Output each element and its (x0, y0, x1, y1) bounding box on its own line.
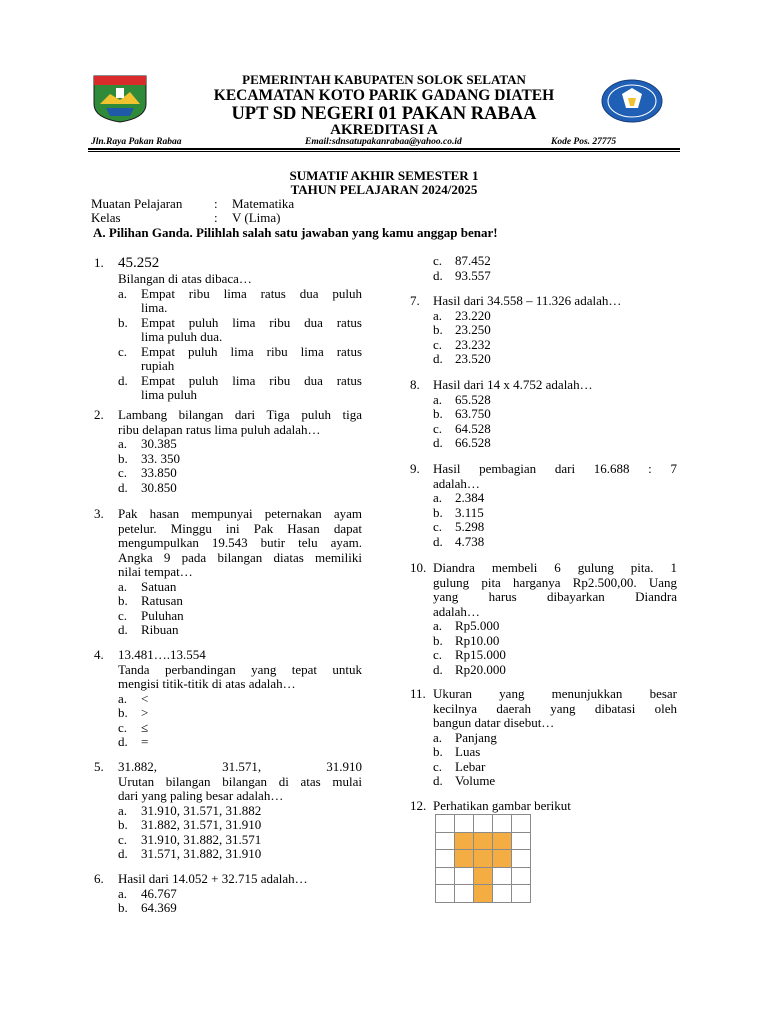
option-text: 66.528 (455, 435, 491, 450)
option-text: < (141, 690, 149, 706)
option-text: 30.850 (141, 479, 177, 495)
option-letter: b. (118, 593, 128, 608)
question-number: 4. (94, 647, 104, 662)
option-letter: c. (118, 719, 128, 735)
grid-cell (512, 867, 531, 885)
option-letter: a. (118, 802, 128, 818)
grid-cell (436, 815, 455, 833)
grid-cell-filled (455, 832, 474, 850)
option-letter: d. (433, 351, 443, 366)
grid-cell (493, 815, 512, 833)
question-text-line: 31.882, 31.571, 31.910 (118, 759, 362, 774)
option-text: 33.850 (141, 465, 177, 480)
option-text: Panjang (455, 729, 497, 745)
question-text-line: nilai tempat… (118, 564, 193, 579)
question-number: 12. (410, 798, 427, 813)
option-letter: a. (118, 885, 128, 901)
option-letter: c. (118, 607, 128, 623)
school-address: Jln.Raya Pakan Rabaa (91, 137, 182, 147)
grid-cell (493, 867, 512, 885)
exam-title: SUMATIF AKHIR SEMESTER 1 (289, 168, 479, 183)
option-text: = (141, 734, 149, 749)
option-letter: b. (433, 632, 443, 648)
grid-cell (436, 885, 455, 903)
option-letter: a. (433, 618, 443, 633)
option-text: Empat puluh lima ribu lima ratus (141, 343, 362, 359)
option-text: 23.520 (455, 351, 491, 366)
question-text-line: Diandra membeli 6 gulung pita. 1 (433, 560, 677, 575)
option-letter: b. (433, 406, 443, 421)
option-text: Ribuan (141, 622, 179, 637)
option-letter: c. (118, 465, 128, 480)
grid-figure (435, 814, 531, 903)
option-text: 31.910, 31.571, 31.882 (141, 802, 262, 818)
question-number: 1. (94, 255, 104, 270)
question-text-line: Lambang bilangan dari Tiga puluh tiga (118, 407, 362, 422)
section-a-instruction: A. Pilihan Ganda. Pilihlah salah satu jawaban yang kamu anggap benar! (93, 225, 498, 240)
school-email: Email:sdnsatupakanrabaa@yahoo.co.id (305, 137, 462, 147)
option-letter: c. (433, 336, 443, 352)
option-letter: b. (433, 744, 443, 759)
class-colon: : (214, 210, 218, 225)
question-text-line: mengumpulkan 19.543 butir telu ayam. (118, 535, 362, 550)
option-letter: b. (118, 705, 128, 720)
option-letter: d. (433, 267, 443, 283)
question-number-prompt: 45.252 (118, 255, 160, 271)
option-text: Luas (455, 744, 481, 759)
option-text-continued: lima. (141, 300, 168, 315)
question-text-line: kecilnya daerah yang dibatasi oleh (433, 700, 677, 716)
option-letter: a. (433, 729, 443, 745)
header-government: PEMERINTAH KABUPATEN SOLOK SELATAN (242, 72, 526, 87)
option-letter: c. (433, 519, 443, 534)
question-text-line: Hasil dari 14 x 4.752 adalah… (433, 377, 593, 392)
option-letter: a. (433, 391, 443, 407)
question-text-line: Tanda perbandingan yang tepat untuk (118, 661, 362, 677)
option-letter: a. (433, 490, 443, 505)
option-letter: d. (433, 773, 443, 788)
option-letter: b. (118, 900, 128, 915)
grid-cell-filled (474, 885, 493, 903)
grid-cell (512, 815, 531, 833)
grid-cell-filled (474, 832, 493, 850)
option-text: 31.882, 31.571, 31.910 (141, 817, 262, 832)
question-text-line: Hasil dari 34.558 – 11.326 adalah… (433, 293, 622, 308)
question-text-line: Perhatikan gambar berikut (433, 798, 571, 813)
option-text: Empat puluh lima ribu dua ratus (141, 372, 362, 388)
option-text: Volume (455, 773, 496, 788)
option-text: 46.767 (141, 885, 177, 901)
option-letter: c. (433, 420, 443, 436)
option-text: 93.557 (455, 267, 491, 283)
option-text: 30.385 (141, 436, 177, 451)
option-text: 87.452 (455, 253, 491, 268)
question-text-line: Bilangan di atas dibaca… (118, 271, 252, 286)
question-text-line: adalah… (433, 475, 480, 491)
question-number: 6. (94, 871, 104, 886)
question-text-line: yang harus dibayarkan Diandra (433, 589, 677, 604)
class-value: V (Lima) (232, 210, 281, 225)
option-letter: d. (433, 533, 443, 549)
option-text: Rp15.000 (455, 647, 506, 662)
header-accreditation: AKREDITASI A (330, 122, 438, 138)
question-text-line: bangun datar disebut… (433, 715, 555, 730)
option-text: 31.571, 31.882, 31.910 (141, 846, 262, 861)
question-text-line: adalah… (433, 603, 480, 619)
option-text: 2.384 (455, 490, 485, 505)
question-number: 9. (410, 461, 420, 476)
grid-cell (512, 885, 531, 903)
question-text-line: Urutan bilangan bilangan di atas mulai (118, 773, 362, 789)
header-school-name: UPT SD NEGERI 01 PAKAN RABAA (231, 104, 537, 124)
option-text: Empat ribu lima ratus dua puluh (141, 285, 362, 301)
subject-colon: : (214, 196, 218, 211)
option-letter: b. (118, 817, 128, 832)
grid-cell (512, 832, 531, 850)
option-text: 33. 350 (141, 450, 180, 466)
header-district: KECAMATAN KOTO PARIK GADANG DIATEH (213, 87, 555, 104)
option-text: 5.298 (455, 519, 485, 534)
grid-cell (436, 850, 455, 868)
option-text: 23.220 (455, 307, 491, 323)
option-letter: c. (118, 831, 128, 847)
option-text: 31.910, 31.882, 31.571 (141, 831, 262, 847)
question-text-line: Angka 9 pada bilangan diatas memiliki (118, 549, 362, 565)
grid-cell (512, 850, 531, 868)
option-text: 23.232 (455, 336, 491, 352)
grid-cell (436, 867, 455, 885)
question-text-line: Pak hasan mempunyai peternakan ayam (118, 506, 362, 521)
option-letter: c. (433, 758, 443, 774)
option-letter: d. (433, 435, 443, 450)
option-letter: d. (118, 479, 128, 495)
option-letter: d. (433, 661, 443, 677)
grid-cell (455, 815, 474, 833)
option-letter: b. (433, 322, 443, 337)
option-letter: a. (118, 690, 128, 706)
option-letter: a. (118, 436, 128, 451)
option-text: 63.750 (455, 406, 491, 421)
option-text: ≤ (141, 719, 149, 735)
option-letter: d. (118, 734, 128, 749)
question-text-line: Hasil pembagian dari 16.688 : 7 (433, 461, 677, 476)
grid-cell-filled (474, 867, 493, 885)
option-letter: c. (118, 343, 128, 359)
option-text: Ratusan (141, 593, 183, 608)
option-letter: d. (118, 372, 128, 388)
question-number: 7. (410, 293, 420, 308)
header-rule-thin (88, 151, 680, 152)
option-letter: c. (433, 253, 443, 268)
header-rule (88, 148, 680, 150)
question-number: 2. (94, 407, 104, 422)
option-text: 64.369 (141, 900, 177, 915)
class-label: Kelas (91, 210, 121, 225)
option-letter: d. (118, 622, 128, 637)
option-text: Empat puluh lima ribu dua ratus (141, 314, 362, 330)
option-letter: b. (118, 450, 128, 466)
question-text-line: ribu delapan ratus lima puluh adalah… (118, 421, 321, 437)
option-text: Rp20.000 (455, 661, 506, 677)
question-number: 3. (94, 506, 104, 521)
option-letter: d. (118, 846, 128, 861)
grid-cell (455, 885, 474, 903)
option-text: > (141, 705, 149, 720)
grid-cell (455, 867, 474, 885)
question-text-line: petelur. Minggu ini Pak Hasan dapat (118, 520, 362, 536)
grid-cell (493, 885, 512, 903)
option-letter: a. (433, 307, 443, 323)
option-text: Satuan (141, 578, 177, 594)
option-text: 64.528 (455, 420, 491, 436)
question-text-line: 13.481….13.554 (118, 647, 206, 662)
option-text: Lebar (455, 758, 486, 774)
option-text: 65.528 (455, 391, 491, 407)
option-text-continued: lima puluh dua. (141, 329, 223, 344)
grid-cell-filled (493, 832, 512, 850)
option-text: 23.250 (455, 322, 491, 337)
option-text: Rp10.00 (455, 632, 500, 648)
option-letter: b. (433, 504, 443, 520)
option-letter: a. (118, 578, 128, 594)
grid-cell-filled (493, 850, 512, 868)
question-number: 5. (94, 759, 104, 774)
question-number: 11. (410, 686, 426, 701)
option-text: 3.115 (455, 504, 484, 520)
option-text-continued: rupiah (141, 358, 175, 373)
question-text-line: dari yang paling besar adalah… (118, 788, 284, 803)
subject-value: Matematika (232, 196, 295, 211)
option-letter: b. (118, 314, 128, 330)
question-text-line: mengisi titik-titik di atas adalah… (118, 676, 296, 691)
question-number: 8. (410, 377, 420, 392)
grid-cell (474, 815, 493, 833)
option-text: Rp5.000 (455, 618, 500, 633)
question-number: 10. (410, 560, 427, 575)
grid-cell (436, 832, 455, 850)
exam-year: TAHUN PELAJARAN 2024/2025 (290, 182, 478, 197)
subject-label: Muatan Pelajaran (91, 196, 183, 211)
question-text-line: Ukuran yang menunjukkan besar (433, 686, 677, 701)
option-letter: c. (433, 647, 443, 662)
option-text: Puluhan (141, 607, 184, 623)
question-text-line: Hasil dari 14.052 + 32.715 adalah… (118, 871, 308, 886)
option-text: 4.738 (455, 533, 485, 549)
question-text-line: gulung pita harganya Rp2.500,00. Uang (433, 574, 677, 590)
option-letter: a. (118, 285, 128, 301)
grid-cell-filled (474, 850, 493, 868)
school-postcode: Kode Pos. 27775 (551, 137, 617, 147)
option-text-continued: lima puluh (141, 387, 197, 402)
grid-cell-filled (455, 850, 474, 868)
